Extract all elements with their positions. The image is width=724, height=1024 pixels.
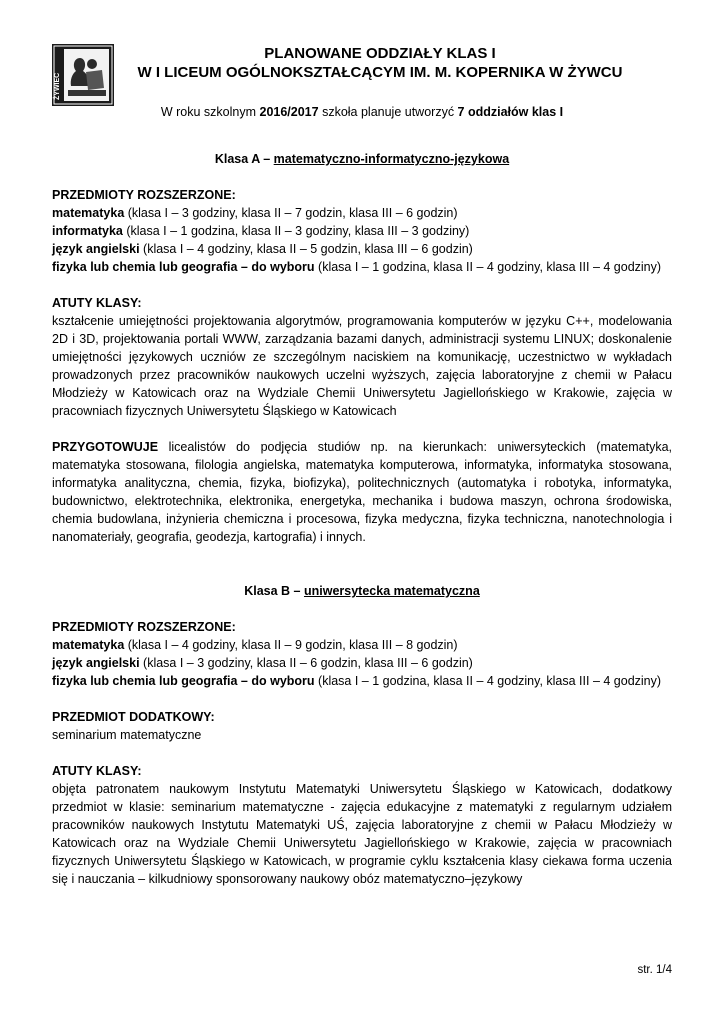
subject-line: matematyka (klasa I – 4 godziny, klasa II – 9 godzin, klasa III – 8 godzin) — [52, 638, 458, 652]
klasa-b-assets-heading: ATUTY KLASY: — [52, 764, 142, 778]
klasa-b-extra-heading: PRZEDMIOT DODATKOWY: — [52, 710, 215, 724]
class-count: 7 oddziałów klas I — [457, 105, 564, 119]
klasa-a-assets-text: kształcenie umiejętności projektowania algorytmów, programowania komputerów w języku C++, modelowania 2D i 3D, projektowania portali WWW, zarządzania bazami danych, administracji systemu LINUX; doskonalenie umiejętności językowych uczniów ze szczególnym naciskiem na komunikację, uczestnictwo w wykładach prowadzonych przez pracowników naukowych uczelni wyższych, zajęcia laboratoryjne z chemii w Pałacu Młodzieży w Katowicach oraz na Wydziale Chemii Uniwersytetu Jagiellońskiego w Krakowie, zajęcia w pracowniach fizycznych Uniwersytetu Śląskiego w Katowicach — [52, 314, 672, 418]
klasa-a-prepares-paragraph: PRZYGOTOWUJE licealistów do podjęcia studiów np. na kierunkach: uniwersyteckich (matematyka, matematyka stosowana, filologia angielska, matematyka komputerowa, informatyka, informatyka stosowana, informatyka analityczna, chemia, fizyka, biofizyka), politechnicznych (automatyka i robotyka, informatyka, budownictwo, elektrotechnika, elektronika, energetyka, mechanika i budowa maszyn, ochrona środowiska, chemia budowlana, inżynieria chemiczna i procesowa, fizyka medyczna, fizyka techniczna, nanotechnologia i nanomateriały, geografia, geodezja, kartografia) i innych. — [52, 440, 672, 544]
title-line-1: PLANOWANE ODDZIAŁY KLAS I — [264, 45, 496, 62]
title-line-2: W I LICEUM OGÓLNOKSZTAŁCĄCYM IM. M. KOPERNIKA W ŻYWCU — [137, 64, 623, 81]
subject-line: matematyka (klasa I – 3 godziny, klasa II – 7 godzin, klasa III – 6 godzin) — [52, 206, 458, 220]
svg-text:ŻYWIEC: ŻYWIEC — [54, 72, 61, 100]
subject-line: informatyka (klasa I – 1 godzina, klasa II – 3 godziny, klasa III – 3 godziny) — [52, 224, 470, 238]
document-body — [52, 150, 672, 888]
klasa-a-subjects-heading: PRZEDMIOTY ROZSZERZONE: — [52, 188, 236, 202]
klasa-b-assets-text: objęta patronatem naukowym Instytutu Matematyki Uniwersytetu Śląskiego w Katowicach, dodatkowy przedmiot w klasie: seminarium matematyczne - zajęcia edukacyjne z matematyki z regularnym udziałem pracowników naukowych Instytutu Matematyki UŚ, zajęcia laboratoryjne z chemii w Pałacu Młodzieży w Katowicach oraz na Wydziale Chemii Uniwersytetu Jagiellońskiego w Krakowie, zajęcia w pracowniach fizycznych Uniwersytetu Śląskiego w Katowicach, w programie cyklu kształcenia klasy ciekawa forma uczenia się i nauczania – kilkudniowy sponsorowany naukowy obóz matematyczno–językowy — [52, 782, 672, 886]
school-year: 2016/2017 — [259, 105, 319, 119]
klasa-b-profile: uniwersytecka matematyczna — [303, 584, 480, 598]
klasa-b-subjects-heading: PRZEDMIOTY ROZSZERZONE: — [52, 620, 236, 634]
klasa-a-heading: Klasa A – matematyczno-informatyczno-językowa — [214, 152, 510, 166]
school-crest-logo — [52, 44, 114, 106]
subject-line: język angielski (klasa I – 4 godziny, klasa II – 5 godzin, klasa III – 6 godzin) — [52, 242, 473, 256]
page-number: str. 1/4 — [637, 964, 672, 976]
subject-line: fizyka lub chemia lub geografia – do wyboru (klasa I – 1 godzina, klasa II – 4 godziny, klasa III – 4 godziny) — [52, 260, 662, 274]
intro-sentence: W roku szkolnym 2016/2017 szkoła planuje utworzyć 7 oddziałów klas I — [160, 105, 564, 119]
klasa-b-extra-text: seminarium matematyczne — [52, 728, 202, 742]
klasa-a-profile: matematyczno-informatyczno-językowa — [273, 152, 510, 166]
page-title — [120, 44, 640, 82]
subject-line: fizyka lub chemia lub geografia – do wyboru (klasa I – 1 godzina, klasa II – 4 godziny, klasa III – 4 godziny) — [52, 674, 662, 688]
klasa-a-assets-heading: ATUTY KLASY: — [52, 296, 142, 310]
klasa-b-heading: Klasa B – uniwersytecka matematyczna — [244, 584, 480, 598]
subject-line: język angielski (klasa I – 3 godziny, klasa II – 6 godzin, klasa III – 6 godzin) — [52, 656, 473, 670]
